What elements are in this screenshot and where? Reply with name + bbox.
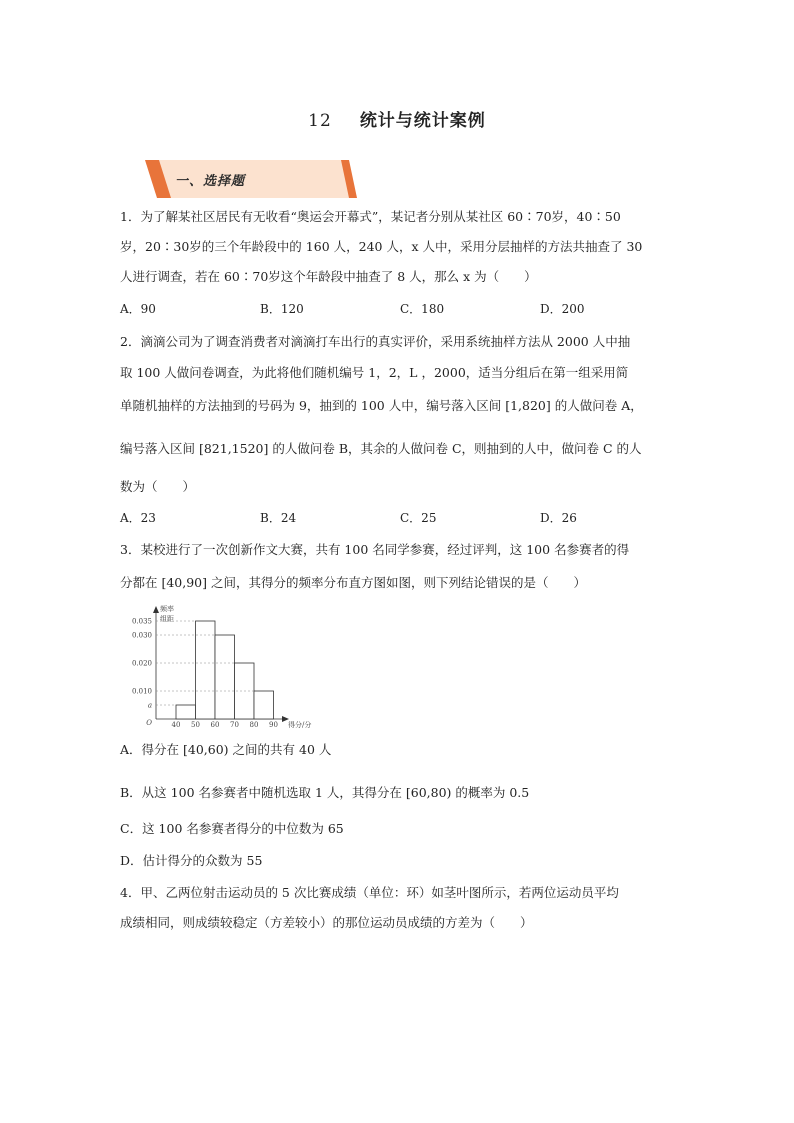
histogram-bar	[176, 705, 196, 719]
q2-line-3: 单随机抽样的方法抽到的号码为 9，抽到的 100 人中，编号落入区间 [1,820] 的人做问卷 A，	[120, 398, 643, 413]
histogram-bar	[196, 621, 216, 719]
title-number: 12	[308, 111, 332, 131]
x-tick-label: 90	[269, 721, 278, 729]
q3-line-2: 分都在 [40,90] 之间，其得分的频率分布直方图如图，则下列结论错误的是（ ）	[120, 575, 586, 590]
y-tick-label: O	[146, 719, 152, 727]
page-title	[0, 106, 794, 131]
y-tick-label: a	[147, 701, 152, 710]
title-text: 统计与统计案例	[359, 111, 486, 131]
q1-line-1: 1．为了解某社区居民有无收看“奥运会开幕式”，某记者分别从某社区 60∶70岁，40∶50	[120, 209, 621, 224]
x-tick-label: 80	[249, 721, 259, 729]
q2-line-5: 数为（ ）	[120, 479, 196, 494]
q2-line-4: 编号落入区间 [821,1520] 的人做问卷 B，其余的人做问卷 C，则抽到的人中，做问卷 C 的人	[120, 441, 642, 456]
q3-option-c: C．这 100 名参赛者得分的中位数为 65	[120, 821, 344, 836]
x-axis-label: 得分/分	[288, 721, 312, 729]
q1-line-3: 人进行调查，若在 60∶70岁这个年龄段中抽查了 8 人，那么 x 为（ ）	[120, 269, 537, 284]
q2-option-a: A．23	[120, 511, 156, 525]
q1-line-2: 岁，20∶30岁的三个年龄段中的 160 人，240 人，x 人中，采用分层抽样的方法共抽查了 30	[120, 239, 643, 254]
q1-option-b: B．120	[260, 302, 304, 316]
y-axis-arrow-icon	[153, 606, 159, 613]
q3-option-a: A．得分在 [40,60) 之间的共有 40 人	[120, 742, 332, 757]
y-tick-label: 0.010	[131, 687, 152, 696]
q1-option-d: D．200	[540, 302, 585, 316]
histogram-bar	[215, 635, 235, 719]
y-tick-label: 0.020	[131, 659, 152, 668]
q2-option-b: B．24	[260, 511, 297, 525]
section-heading: 一、选择题	[175, 174, 246, 189]
q2-line-2: 取 100 人做问卷调查，为此将他们随机编号 1，2，L ，2000，适当分组后在第一组采用简	[120, 365, 629, 380]
histogram-bar	[254, 691, 274, 719]
q3-option-d: D．估计得分的众数为 55	[120, 853, 263, 868]
y-tick-label: 0.030	[131, 631, 152, 640]
y-axis-label-bottom: 组距	[160, 615, 174, 623]
q2-option-c: C．25	[400, 511, 437, 525]
q1-option-a: A．90	[120, 302, 156, 316]
y-axis-label-top: 频率	[160, 605, 174, 613]
q3-option-b: B．从这 100 名参赛者中随机选取 1 人，其得分在 [60,80) 的概率为 0.5	[120, 785, 530, 800]
x-tick-label: 70	[230, 721, 239, 729]
q2-option-d: D．26	[540, 511, 577, 525]
y-tick-label: 0.035	[131, 617, 152, 626]
x-tick-label: 50	[191, 721, 200, 729]
histogram-chart	[120, 603, 335, 729]
x-tick-label: 60	[210, 721, 220, 729]
q3-line-1: 3．某校进行了一次创新作文大赛，共有 100 名同学参赛，经过评判，这 100 名参赛者的得	[120, 542, 630, 557]
q4-line-1: 4．甲、乙两位射击运动员的 5 次比赛成绩（单位：环）如茎叶图所示，若两位运动员平均	[120, 885, 619, 900]
q1-option-c: C．180	[400, 302, 445, 316]
x-tick-label: 40	[171, 721, 181, 729]
q2-line-1: 2．滴滴公司为了调查消费者对滴滴打车出行的真实评价，采用系统抽样方法从 2000 人中抽	[120, 334, 631, 349]
q4-line-2: 成绩相同，则成绩较稳定（方差较小）的那位运动员成绩的方差为（ ）	[120, 915, 533, 930]
